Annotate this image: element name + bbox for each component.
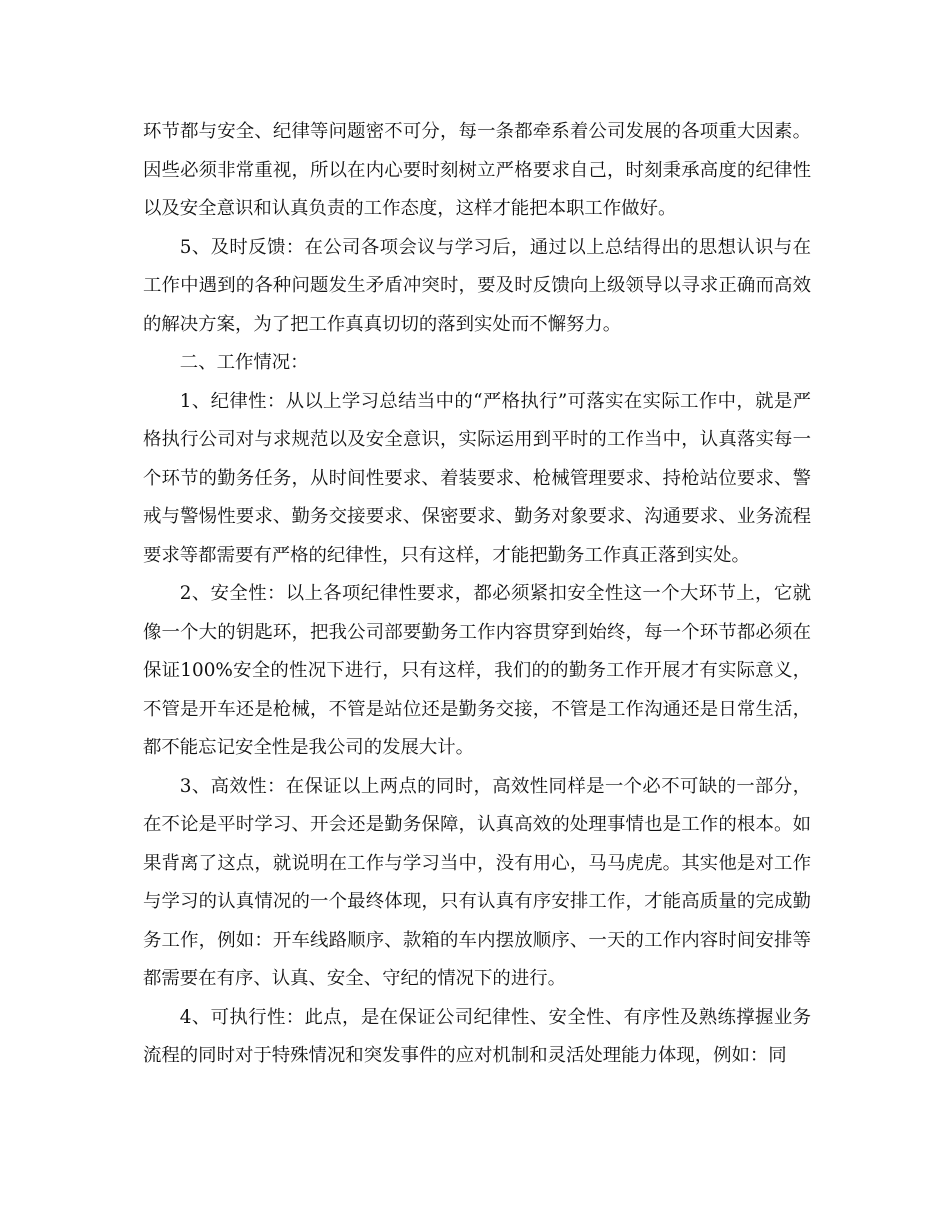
paragraph-safety: 2、安全性：以上各项纪律性要求，都必须紧扣安全性这一个大环节上，它就像一个大的钥匙环，把我公司部要勤务工作内容贯穿到始终，每一个环节都必须在保证100%安全的性况下进行，只有这样，我们的的勤务工作开展才有实际意义，不管是开车还是枪械，不管是站位还是勤务交接，不管是工作沟通还是日常生活，都不能忘记安全性是我公司的发展大计。 <box>143 583 811 758</box>
document-body <box>143 113 811 1076</box>
paragraph-continuation: 环节都与安全、纪律等问题密不可分，每一条都牵系着公司发展的各项重大因素。因些必须非常重视，所以在内心要时刻树立严格要求自己，时刻秉承高度的纪律性以及安全意识和认真负责的工作态度，这样才能把本职工作做好。 <box>143 121 811 219</box>
section-heading-work-situation: 二、工作情况： <box>179 352 309 373</box>
paragraph-executability: 4、可执行性：此点，是在保证公司纪律性、安全性、有序性及熟练撑握业务流程的同时对于特殊情况和突发事件的应对机制和灵活处理能力体现，例如：同 <box>143 1006 811 1066</box>
paragraph-discipline: 1、纪律性：从以上学习总结当中的“严格执行”可落实在实际工作中，就是严格执行公司对与求规范以及安全意识，实际运用到平时的工作当中，认真落实每一个环节的勤务任务，从时间性要求、着装要求、枪械管理要求、持枪站位要求、警戒与警惕性要求、勤务交接要求、保密要求、勤务对象要求、沟通要求、业务流程要求等都需要有严格的纪律性，只有这样，才能把勤务工作真正落到实处。 <box>143 390 811 566</box>
paragraph-efficiency: 3、高效性：在保证以上两点的同时，高效性同样是一个必不可缺的一部分，在不论是平时学习、开会还是勤务保障，认真高效的处理事情也是工作的根本。如果背离了这点，就说明在工作与学习当中，没有用心，马马虎虎。其实他是对工作与学习的认真情况的一个最终体现，只有认真有序安排工作，才能高质量的完成勤务工作，例如：开车线路顺序、款箱的车内摆放顺序、一天的工作内容时间安排等都需要在有序、认真、安全、守纪的情况下的进行。 <box>143 775 811 989</box>
paragraph-timely-feedback: 5、及时反馈：在公司各项会议与学习后，通过以上总结得出的思想认识与在工作中遇到的各种问题发生矛盾冲突时，要及时反馈向上级领导以寻求正确而高效的解决方案，为了把工作真真切切的落到实处而不懈努力。 <box>143 236 811 335</box>
